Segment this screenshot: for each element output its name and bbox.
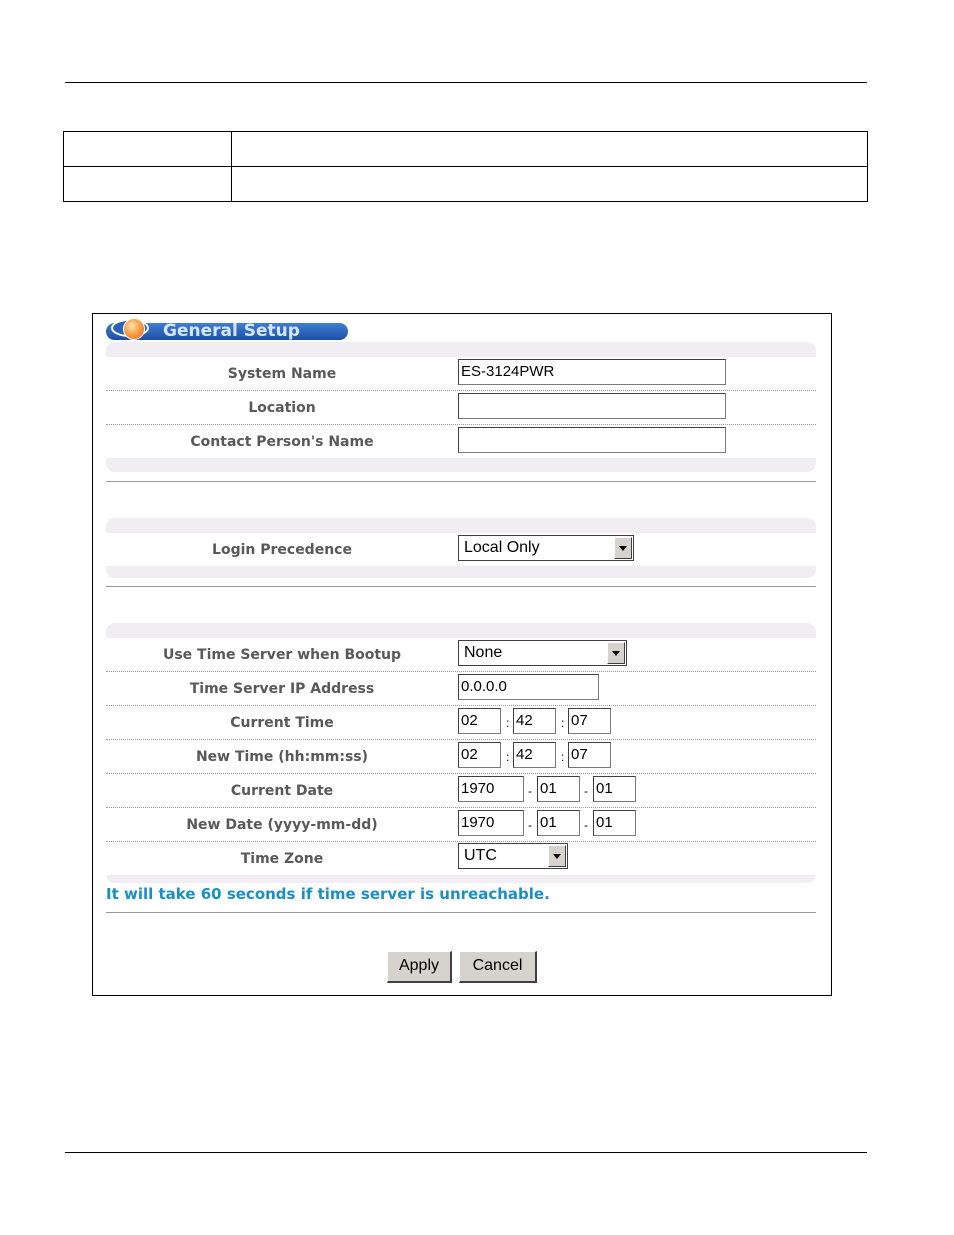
- chevron-down-icon[interactable]: [607, 642, 625, 664]
- current-date-day-input[interactable]: 01: [593, 776, 636, 802]
- system-name-input[interactable]: ES-3124PWR: [458, 359, 726, 385]
- new-date-year-input[interactable]: 1970: [458, 810, 524, 836]
- new-time-label: New Time (hh:mm:ss): [195, 749, 369, 765]
- time-zone-select[interactable]: [458, 843, 568, 869]
- contact-name-input[interactable]: [458, 427, 726, 453]
- time-server-value: None: [464, 644, 503, 661]
- contact-name-label: Contact Person's Name: [190, 434, 374, 450]
- time-server-select[interactable]: [458, 640, 627, 666]
- new-time-minute-input[interactable]: 42: [513, 742, 556, 768]
- orb-icon: [111, 319, 151, 339]
- time-zone-label: Time Zone: [240, 851, 324, 867]
- time-separator: :: [506, 716, 510, 730]
- time-server-note: It will take 60 seconds if time server is unreachable.: [106, 885, 550, 903]
- current-time-row: [106, 706, 816, 740]
- current-time-hour-input[interactable]: 02: [458, 708, 501, 734]
- time-server-ip-row: [106, 672, 816, 706]
- current-time-minute-input[interactable]: 42: [513, 708, 556, 734]
- current-date-label: Current Date: [230, 783, 334, 799]
- system-name-label: System Name: [227, 366, 337, 382]
- new-date-month-input[interactable]: 01: [537, 810, 580, 836]
- panel-title: General Setup: [163, 321, 300, 341]
- time-separator: :: [561, 716, 565, 730]
- contact-row: [106, 425, 816, 458]
- date-separator: -: [584, 784, 588, 798]
- divider: [106, 912, 816, 913]
- time-separator: :: [506, 750, 510, 764]
- time-server-row: [106, 638, 816, 672]
- new-time-second-input[interactable]: 07: [568, 742, 611, 768]
- login-precedence-value: Local Only: [464, 539, 540, 556]
- cancel-button[interactable]: Cancel: [459, 951, 537, 983]
- divider: [106, 481, 816, 482]
- time-separator: :: [561, 750, 565, 764]
- current-date-month-input[interactable]: 01: [537, 776, 580, 802]
- login-precedence-label: Login Precedence: [212, 542, 352, 558]
- use-time-server-label: Use Time Server when Bootup: [162, 647, 402, 663]
- location-label: Location: [248, 400, 316, 416]
- divider: [106, 586, 816, 587]
- location-row: [106, 391, 816, 425]
- new-date-day-input[interactable]: 01: [593, 810, 636, 836]
- new-time-row: [106, 740, 816, 774]
- apply-button[interactable]: Apply: [387, 951, 452, 983]
- time-server-ip-input[interactable]: 0.0.0.0: [458, 674, 599, 700]
- new-date-label: New Date (yyyy-mm-dd): [186, 817, 378, 833]
- table-row: [64, 132, 868, 167]
- current-date-row: [106, 774, 816, 808]
- new-time-hour-input[interactable]: 02: [458, 742, 501, 768]
- current-time-label: Current Time: [230, 715, 334, 731]
- header-rule: [65, 82, 867, 83]
- time-zone-value: UTC: [464, 847, 497, 864]
- system-name-row: [106, 357, 816, 391]
- login-precedence-select[interactable]: [458, 535, 634, 561]
- doc-table: [63, 131, 868, 202]
- new-date-row: [106, 808, 816, 842]
- general-setup-screen: [92, 313, 832, 996]
- time-zone-row: [106, 842, 816, 875]
- login-panel: [106, 518, 816, 578]
- login-precedence-row: [106, 533, 816, 566]
- date-separator: -: [528, 784, 532, 798]
- current-time-second-input[interactable]: 07: [568, 708, 611, 734]
- location-input[interactable]: [458, 393, 726, 419]
- date-separator: -: [584, 818, 588, 832]
- chevron-down-icon[interactable]: [548, 845, 566, 867]
- system-info-panel: [106, 342, 816, 472]
- chevron-down-icon[interactable]: [614, 537, 632, 559]
- date-separator: -: [528, 818, 532, 832]
- table-row: [64, 167, 868, 202]
- time-panel: [106, 623, 816, 883]
- footer-rule: [65, 1152, 867, 1153]
- current-date-year-input[interactable]: 1970: [458, 776, 524, 802]
- time-server-ip-label: Time Server IP Address: [189, 681, 375, 697]
